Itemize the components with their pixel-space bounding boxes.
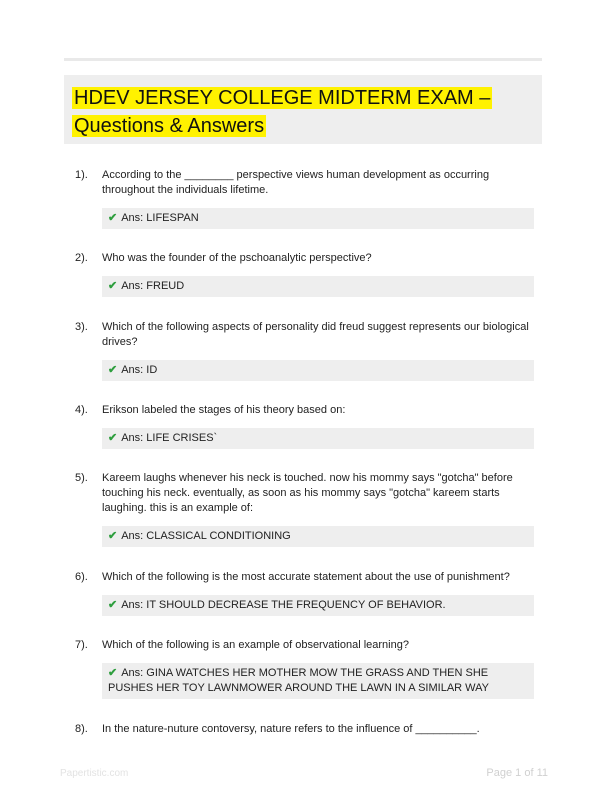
answer-box bbox=[102, 360, 534, 381]
question-number: 6). bbox=[75, 571, 88, 583]
question-block-2 bbox=[75, 251, 545, 297]
check-icon: ✔ bbox=[108, 432, 118, 444]
answer-box bbox=[102, 208, 534, 229]
answer-box bbox=[102, 663, 534, 699]
check-icon: ✔ bbox=[108, 212, 118, 224]
check-icon: ✔ bbox=[108, 667, 118, 679]
answer-box bbox=[102, 526, 534, 547]
question-text: Who was the founder of the pschoanalytic perspective? bbox=[102, 252, 372, 264]
question-text: Kareem laughs whenever his neck is touched. now his mommy says "gotcha" before touching his neck. eventually, as soon as his mommy says "gotcha" kareem starts laughing. this is an example of: bbox=[102, 472, 513, 514]
answer-text: Ans: FREUD bbox=[121, 280, 185, 292]
question-text: Erikson labeled the stages of his theory based on: bbox=[102, 404, 346, 416]
question-text: In the nature-nuture contoversy, nature refers to the influence of __________. bbox=[102, 723, 480, 735]
check-icon: ✔ bbox=[108, 530, 118, 542]
check-icon: ✔ bbox=[108, 364, 118, 376]
check-icon: ✔ bbox=[108, 280, 118, 292]
question-text: According to the ________ perspective views human development as occurring throughout the individuals lifetime. bbox=[102, 169, 490, 196]
answer-text: Ans: GINA WATCHES HER MOTHER MOW THE GRASS AND THEN SHE PUSHES HER TOY LAWNMOWER AROUND THE LAWN IN A SIMILAR WAY bbox=[108, 667, 489, 694]
question-block-6 bbox=[75, 570, 545, 616]
question-text: Which of the following is the most accurate statement about the use of punishment? bbox=[102, 571, 510, 583]
page-title: HDEV JERSEY COLLEGE MIDTERM EXAM – Questions & Answers bbox=[74, 87, 491, 137]
question-block-1 bbox=[75, 168, 545, 229]
question-number: 3). bbox=[75, 321, 88, 333]
answer-text: Ans: IT SHOULD DECREASE THE FREQUENCY OF BEHAVIOR. bbox=[121, 599, 446, 611]
question-block-3 bbox=[75, 320, 545, 381]
question-block-5 bbox=[75, 471, 545, 547]
title-banner bbox=[64, 75, 542, 144]
question-text: Which of the following aspects of personality did freud suggest represents our biological drives? bbox=[102, 321, 529, 348]
answer-box bbox=[102, 428, 534, 449]
question-number: 2). bbox=[75, 252, 88, 264]
question-block-7 bbox=[75, 638, 545, 699]
question-number: 7). bbox=[75, 639, 88, 651]
question-number: 5). bbox=[75, 472, 88, 484]
question-number: 8). bbox=[75, 723, 88, 735]
question-number: 4). bbox=[75, 404, 88, 416]
question-block-4 bbox=[75, 403, 545, 449]
answer-text: Ans: ID bbox=[121, 364, 158, 376]
answer-box bbox=[102, 595, 534, 616]
top-divider bbox=[64, 58, 542, 61]
answer-text: Ans: CLASSICAL CONDITIONING bbox=[121, 530, 291, 542]
question-number: 1). bbox=[75, 169, 88, 181]
question-block-8 bbox=[75, 722, 545, 737]
answer-text: Ans: LIFE CRISES` bbox=[121, 432, 218, 444]
check-icon: ✔ bbox=[108, 599, 118, 611]
watermark-text: Papertistic.com bbox=[60, 768, 129, 779]
page-number: Page 1 of 11 bbox=[486, 767, 548, 779]
answer-box bbox=[102, 276, 534, 297]
question-text: Which of the following is an example of observational learning? bbox=[102, 639, 409, 651]
answer-text: Ans: LIFESPAN bbox=[121, 212, 199, 224]
